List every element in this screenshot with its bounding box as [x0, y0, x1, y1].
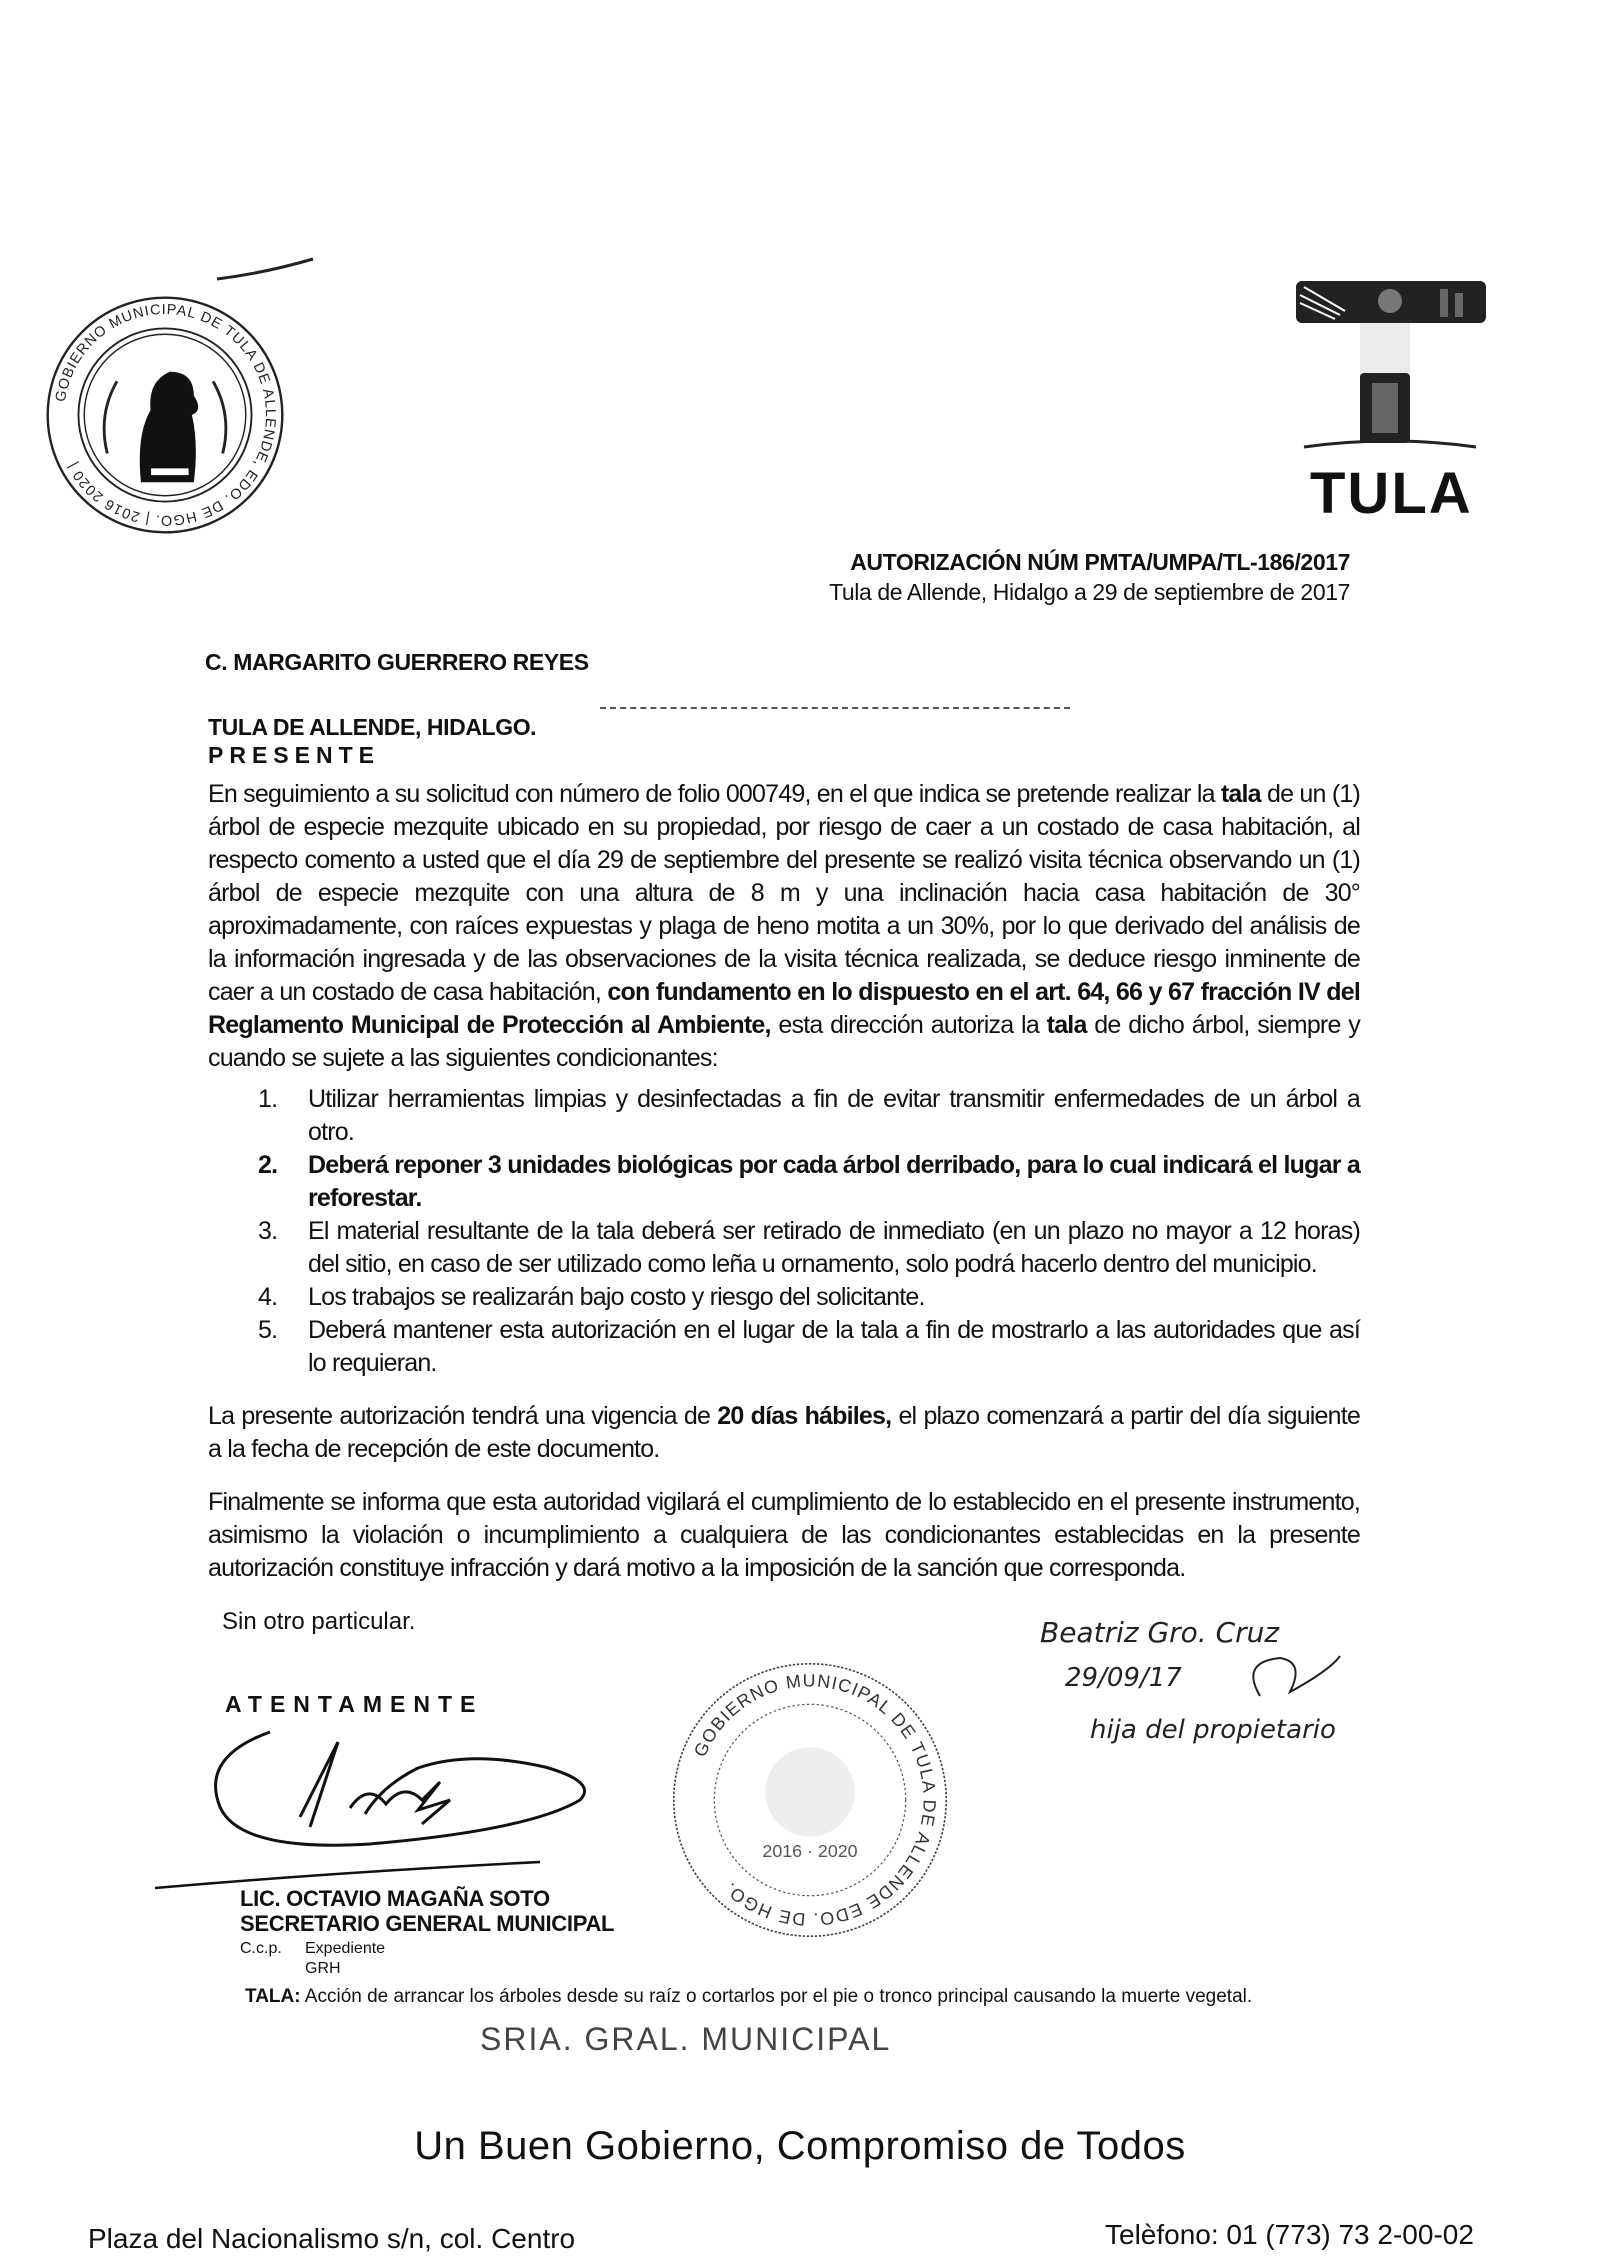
condition-number: 1. — [258, 1085, 278, 1113]
signer-title: SECRETARIO GENERAL MUNICIPAL — [240, 1911, 615, 1936]
seal-bottom-ring-text: GOBIERNO MUNICIPAL DE TULA DE ALLENDE EDO. DE HGO. — [689, 1670, 940, 1930]
pen-mark — [215, 255, 315, 285]
handwritten-line-2: 29/09/17 — [1065, 1663, 1182, 1693]
condition-item — [208, 1215, 1360, 1281]
paragraph-request — [208, 778, 1360, 1075]
dashed-line — [600, 707, 1070, 709]
condition-number: 2. — [258, 1151, 278, 1179]
handwritten-line-1: Beatriz Gro. Cruz — [1040, 1616, 1280, 1649]
text-run: La presente autorización tendrá una vigencia de — [208, 1402, 718, 1430]
condition-text: Utilizar herramientas limpias y desinfectadas a fin de evitar transmitir enfermedades de un árbol a otro. — [308, 1085, 1360, 1146]
footer-slogan: Un Buen Gobierno, Compromiso de Todos — [414, 2124, 1186, 2168]
seal-ring-text: GOBIERNO MUNICIPAL DE TULA DE ALLENDE, EDO. DE HGO. | 2016 2020 | — [52, 301, 279, 529]
secretariat-stamp: SRIA. GRAL. MUNICIPAL — [480, 2021, 892, 2057]
bold-run: tala — [1220, 780, 1261, 808]
ccp-recipient: GRH — [305, 1960, 341, 1977]
handwritten-receipt-note — [1030, 1600, 1490, 1750]
condition-item — [208, 1314, 1360, 1380]
ccp-label: C.c.p. — [240, 1940, 282, 1957]
condition-number: 4. — [258, 1283, 278, 1311]
bold-run: 20 días hábiles, — [717, 1402, 892, 1430]
text-run: En seguimiento a su solicitud con número de folio 000749, en el que indica se pretende realizar la — [208, 780, 1221, 808]
text-run: de dicho árbol, siempre y cuando se sujete a las siguientes condicionantes: — [208, 1011, 1361, 1072]
footnote-tala — [245, 1985, 1465, 2009]
condition-item — [208, 1149, 1360, 1215]
signature-space — [225, 1718, 645, 1886]
logo-wordmark: TULA — [1310, 461, 1473, 526]
condition-number: 5. — [258, 1316, 278, 1344]
signer-name: LIC. OCTAVIO MAGAÑA SOTO — [240, 1886, 550, 1911]
letter-body — [208, 778, 1360, 1637]
text-run: de un (1) árbol de especie mezquite ubicado en su propiedad, por riesgo de caer a un costado de casa habitación, al respecto comento a usted que el día 29 de septiembre del presente se realizó visita técnica observando un (1) árbol de especie mezquite con una altura de 8 m y una inclinación hacia casa habitación de 30° aproximadamente, con raíces expuestas y plaga de heno motita a un 30%, por lo que derivado del análisis de la información ingresada y de las observaciones de la visita técnica realizada, se deduce riesgo inminente de caer a un costado de casa habitación, — [208, 780, 1360, 1006]
conditions-list — [208, 1083, 1360, 1380]
municipal-seal-bottom — [660, 1650, 960, 1950]
recipient-location: TULA DE ALLENDE, HIDALGO. — [208, 714, 537, 740]
closing-line: Sin otro particular. — [222, 1608, 416, 1635]
signature-block — [225, 1690, 645, 1979]
footer-phone: Telèfono: 01 (773) 73 2-00-02 — [1105, 2219, 1474, 2250]
condition-text: Deberá reponer 3 unidades biológicas por cada árbol derribado, para lo cual indicará el lugar a reforestar. — [308, 1151, 1360, 1212]
condition-number: 3. — [258, 1217, 278, 1245]
ccp-row — [240, 1939, 645, 1979]
bold-run: tala — [1046, 1011, 1087, 1039]
text-run: esta dirección autoriza la — [770, 1011, 1047, 1039]
farewell: ATENTAMENTE — [225, 1691, 484, 1717]
ccp-list — [305, 1939, 385, 1979]
seal-bottom-years: 2016 · 2020 — [762, 1840, 858, 1861]
condition-text: Deberá mantener esta autorización en el lugar de la tala a fin de mostrarlo a las autoridades que así lo requieran. — [308, 1316, 1360, 1377]
footer-address: Plaza del Nacionalismo s/n, col. Centro — [88, 2223, 576, 2254]
municipal-seal-top — [40, 290, 290, 540]
footnote-term: TALA: — [245, 1986, 301, 2007]
footnote-definition: Acción de arrancar los árboles desde su raíz o cortarlos por el pie o tronco principal causando la muerte vegetal. — [300, 1986, 1253, 2007]
tula-logo — [1290, 275, 1530, 455]
condition-text: Los trabajos se realizarán bajo costo y riesgo del solicitante. — [308, 1283, 925, 1311]
condition-item — [208, 1281, 1360, 1314]
paragraph-validity — [208, 1400, 1360, 1466]
handwritten-line-3: hija del propietario — [1090, 1715, 1336, 1745]
salutation: PRESENTE — [208, 742, 380, 768]
authorization-number: AUTORIZACIÓN NÚM PMTA/UMPA/TL-186/2017 — [850, 549, 1350, 575]
ccp-recipient: Expediente — [305, 1940, 386, 1957]
recipient-name: C. MARGARITO GUERRERO REYES — [205, 649, 589, 675]
condition-text: El material resultante de la tala deberá ser retirado de inmediato (en un plazo no mayor a 12 horas) del sitio, en caso de ser utilizado como leña u ornamento, solo podrá hacerlo dentro del municipio. — [308, 1217, 1360, 1278]
bold-run: con fundamento en lo dispuesto en el art. 64, 66 y 67 fracción IV del Reglamento Municipal de Protección al Ambiente, — [208, 978, 1361, 1039]
text-run: el plazo comenzará a partir del día siguiente a la fecha de recepción de este documento. — [208, 1402, 1361, 1463]
paragraph-enforcement: Finalmente se informa que esta autoridad vigilará el cumplimiento de lo establecido en el presente instrumento, asimismo la violación o incumplimiento a cualquiera de las condicionantes establecidas en la presente autorización constituye infracción y dará motivo a la imposición de la sanción que corresponda. — [208, 1488, 1360, 1582]
condition-item — [208, 1083, 1360, 1149]
place-date: Tula de Allende, Hidalgo a 29 de septiembre de 2017 — [829, 579, 1350, 605]
